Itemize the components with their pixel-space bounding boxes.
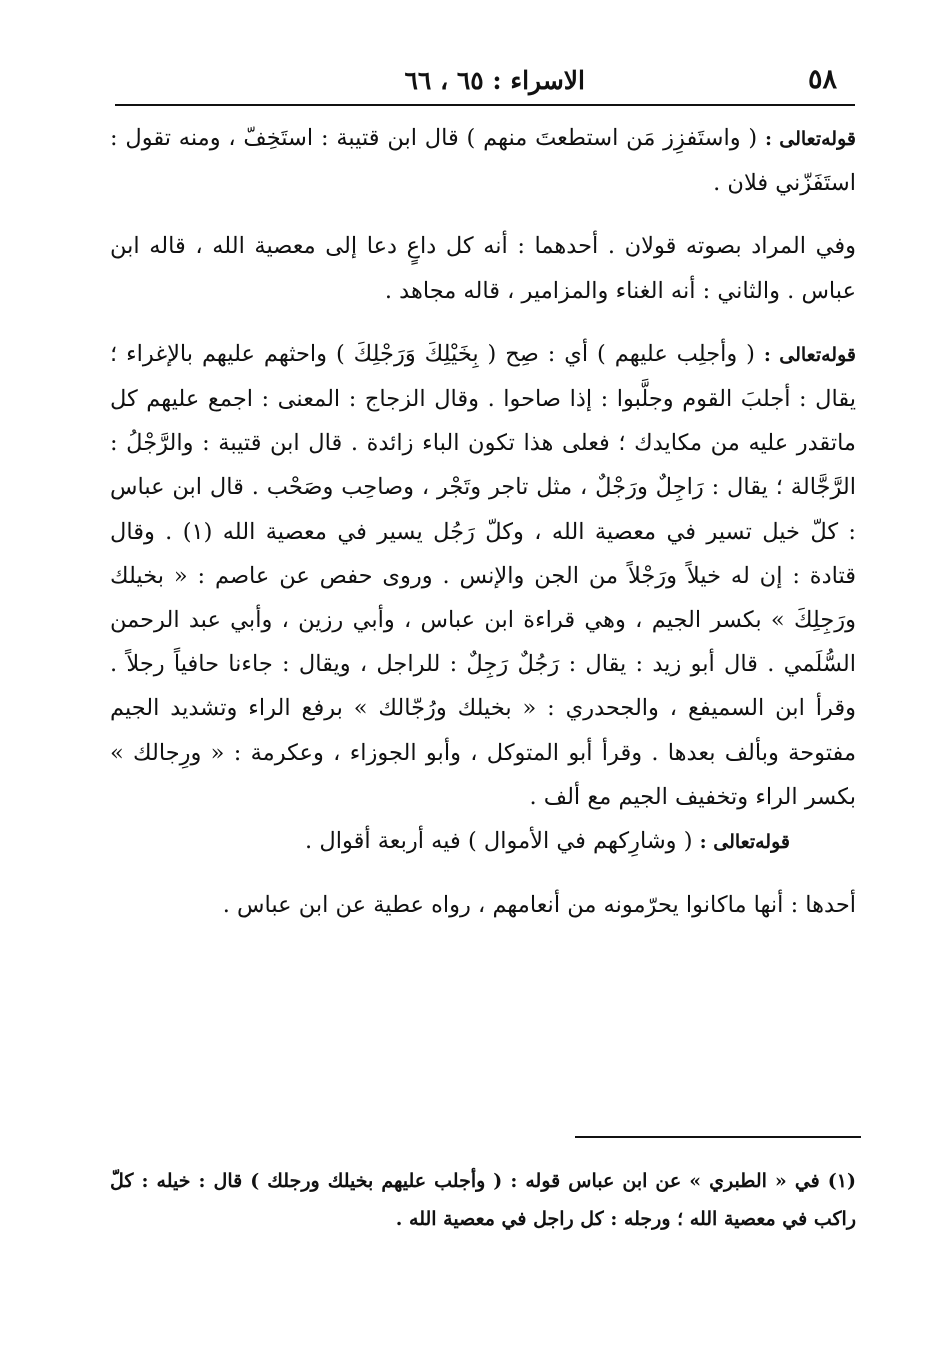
paragraph bbox=[110, 224, 856, 312]
paragraph-text: ( واستَفزِز مَن استطعتَ منهم ) قال ابن قتيبة : استَخِفّ ، ومنه تقول : استَفَزّني فلان . bbox=[110, 125, 856, 197]
verse-lemma: قوله‌تعالى : bbox=[699, 831, 790, 854]
page-header bbox=[115, 62, 855, 98]
header-rule bbox=[115, 104, 855, 106]
footnote-rule bbox=[575, 1136, 861, 1138]
paragraph bbox=[110, 883, 856, 927]
footnotes bbox=[110, 1162, 856, 1238]
running-head: الاسراء : ٦٥ ، ٦٦ bbox=[404, 66, 585, 95]
paragraph-text: ( وأجلِب عليهم ) أي : صِح ( بِخَيْلِكَ وَرَجْلِكَ ) واحثهم عليهم بالإغراء ؛ يقال : أجلبَ القوم وجلَّبوا : إذا صاحوا . وقال الزجاج : المعنى : اجمع عليهم كل ماتقدر عليه من مكايدك ؛ فعلى هذا تكون الباء زائدة . قال ابن قتيبة : والرَّجْلُ : الرَّجَّالة ؛ يقال : رَاجِلٌ ورَجْلٌ ، مثل تاجر وتَجْر ، وصاحِب وصَحْب . قال ابن عباس : كلّ خيل تسير في معصية الله ، وكلّ رَجُل يسير في معصية الله (١) . وقال قتادة : إن له خيلاً ورَجْلاً من الجن والإنس . وروى حفص عن عاصم : « بخيلك ورَجِلِكَ » بكسر الجيم ، وهي قراءة ابن عباس ، وأبي رزين ، وأبي عبد الرحمن السُّلَمي . قال أبو زيد : يقال : رَجُلٌ رَجِلٌ : للراجل ، ويقال : جاءنا حافياً رجلاً . وقرأ ابن السميفع ، والجحدري : « بخيلك ورُجّالك » برفع الراء وتشديد الجيم مفتوحة وبألف بعدها . وقرأ أبو المتوكل ، وأبو الجوزاء ، وعكرمة : « ورِجالك » بكسر الراء وتخفيف الجيم مع ألف . bbox=[110, 340, 857, 810]
footnote: (١) في « الطبري » عن ابن عباس قوله : ( وأجلب عليهم بخيلك ورجلك ) قال : خيله : كلّ راكب في معصية الله ؛ ورجله : كل راجل في معصية الله . bbox=[110, 1170, 856, 1230]
body-text bbox=[110, 116, 856, 927]
page-number: ٥٨ bbox=[807, 64, 837, 95]
verse-lemma: قوله‌تعالى : bbox=[764, 128, 856, 150]
paragraph-text: ( وشارِكهم في الأموال ) فيه أربعة أقوال . bbox=[305, 828, 700, 855]
paragraph bbox=[110, 332, 856, 819]
paragraph-text: أحدها : أنها ماكانوا يحرّمونه من أنعامهم ، رواه عطية عن ابن عباس . bbox=[222, 892, 856, 919]
paragraph bbox=[110, 819, 856, 864]
paragraph-text: وفي المراد بصوته قولان . أحدهما : أنه كل داعٍ دعا إلى معصية الله ، قاله ابن عباس . والثاني : أنه الغناء والمزامير ، قاله مجاهد . bbox=[110, 233, 856, 304]
verse-lemma: قوله‌تعالى : bbox=[763, 343, 856, 366]
paragraph bbox=[110, 116, 856, 205]
